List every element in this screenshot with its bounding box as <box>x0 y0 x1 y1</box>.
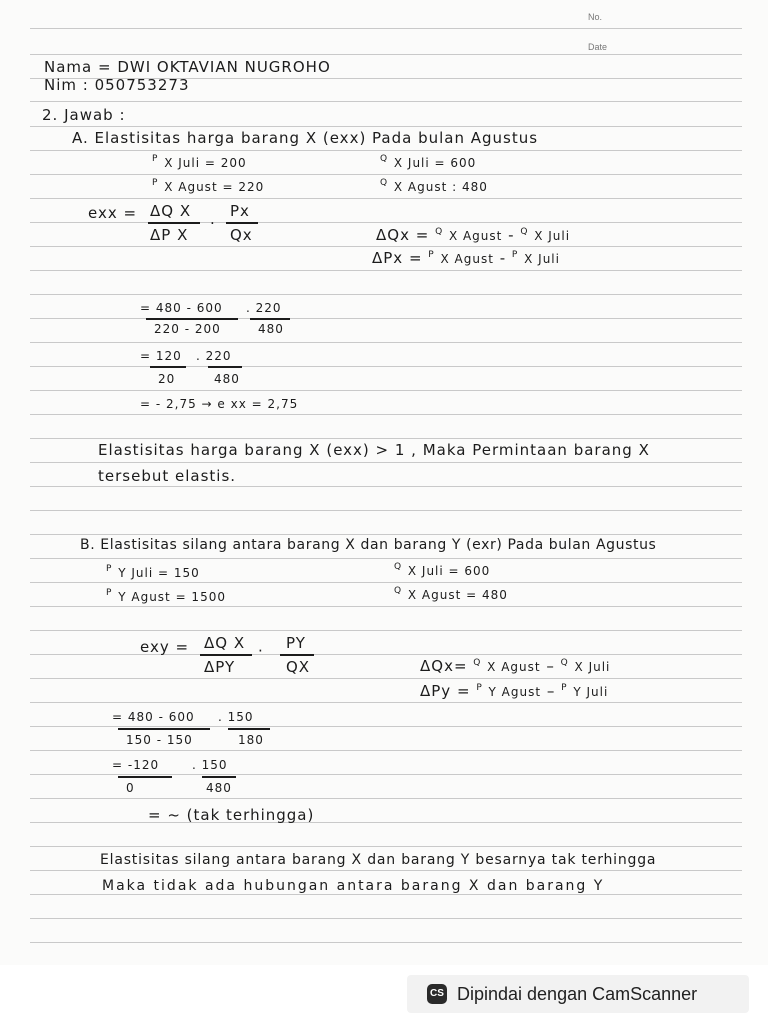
part-a-conclusion-1: Elastisitas harga barang X (exx) > 1 , Maka Permintaan barang X <box>98 441 650 459</box>
b-qx-juli: $^Q$ X Juli = 600 <box>394 562 491 578</box>
ruled-line <box>30 438 742 439</box>
delta-p-x: ΔPx = $^P$ X Agust - $^P$ X Juli <box>372 249 560 267</box>
exy-num2: PY <box>286 634 306 652</box>
exy-dot: · <box>258 642 264 660</box>
ruled-line <box>30 294 742 295</box>
ruled-line <box>30 654 742 655</box>
py-juli: $^P$ Y Juli = 150 <box>106 564 200 580</box>
ruled-line <box>30 942 742 943</box>
ruled-line <box>30 846 742 847</box>
part-b-result: = ~ (tak terhingga) <box>148 806 315 824</box>
ruled-line <box>30 222 742 223</box>
exx-num1: ΔQ X <box>150 202 192 220</box>
ruled-line <box>30 702 742 703</box>
fraction-bar <box>226 222 258 224</box>
ruled-line <box>30 101 742 102</box>
qx-juli: $^Q$ X Juli = 600 <box>380 154 477 170</box>
step2-denominator2: 480 <box>214 372 240 386</box>
student-name: Nama = DWI OKTAVIAN NUGROHO <box>44 58 331 76</box>
fraction-bar <box>208 366 242 368</box>
superscript-p: P <box>152 178 159 188</box>
exy-num1: ΔQ X <box>204 634 246 652</box>
part-b-conclusion-1: Elastisitas silang antara barang X dan barang Y besarnya tak terhingga <box>100 852 657 868</box>
step1-denominator: 220 - 200 <box>154 322 221 336</box>
ruled-line <box>30 558 742 559</box>
ruled-line <box>30 606 742 607</box>
student-nim: Nim : 050753273 <box>44 76 190 94</box>
ruled-line <box>30 246 742 247</box>
superscript-q: Q <box>380 154 389 164</box>
ruled-line <box>30 126 742 127</box>
px-juli: $^P$ X Juli = 200 <box>152 154 247 170</box>
ruled-line <box>30 486 742 487</box>
b-step2-denominator2: 480 <box>206 781 232 795</box>
ruled-line <box>30 414 742 415</box>
exy-den2: QX <box>286 658 311 676</box>
ruled-line <box>30 726 742 727</box>
exy-formula-lhs: exy = <box>140 638 190 656</box>
exy-den1: ΔPY <box>204 658 236 676</box>
ruled-line <box>30 630 742 631</box>
qx-agust: $^Q$ X Agust : 480 <box>380 178 488 194</box>
superscript-p: P <box>152 154 159 164</box>
ruled-line <box>30 270 742 271</box>
b-step1-denominator2: 180 <box>238 733 264 747</box>
ruled-line <box>30 342 742 343</box>
ruled-line <box>30 318 742 319</box>
step1-numerator2: . 220 <box>246 301 282 315</box>
b-qx-agust: $^Q$ X Agust = 480 <box>394 586 508 602</box>
camscanner-watermark <box>407 975 749 1013</box>
b-delta-p-y: ΔPy = $^P$ Y Agust – $^P$ Y Juli <box>420 682 609 700</box>
fraction-bar <box>148 222 200 224</box>
part-a-result: = - 2,75 → e xx = 2,75 <box>140 397 299 411</box>
part-b-conclusion-2: Maka tidak ada hubungan antara barang X dan barang Y <box>102 878 605 894</box>
part-a-title: A. Elastisitas harga barang X (exx) Pada bulan Agustus <box>72 129 539 147</box>
b-step1-denominator: 150 - 150 <box>126 733 193 747</box>
fraction-bar <box>228 728 270 730</box>
fraction-bar <box>200 654 252 656</box>
b-delta-q-x: ΔQx= $^Q$ X Agust – $^Q$ X Juli <box>420 657 611 675</box>
ruled-line <box>30 198 742 199</box>
b-step1-numerator2: . 150 <box>218 710 254 724</box>
fraction-bar <box>118 776 172 778</box>
exx-num2: Px <box>230 202 250 220</box>
step2-numerator: = 120 <box>140 349 182 363</box>
part-b-title: B. Elastisitas silang antara barang X dan barang Y (exr) Pada bulan Agustus <box>80 537 657 553</box>
b-step2-numerator2: . 150 <box>192 758 228 772</box>
ruled-line <box>30 918 742 919</box>
ruled-line <box>30 462 742 463</box>
delta-q-x: ΔQx = $^Q$ X Agust - $^Q$ X Juli <box>376 226 571 244</box>
fraction-bar <box>250 318 290 320</box>
exx-den2: Qx <box>230 226 253 244</box>
fraction-bar <box>146 318 238 320</box>
fraction-bar <box>118 728 210 730</box>
ruled-line <box>30 28 742 29</box>
ruled-line <box>30 750 742 751</box>
b-step1-numerator: = 480 - 600 <box>112 710 195 724</box>
no-label: No. <box>588 12 603 22</box>
part-a-conclusion-2: tersebut elastis. <box>98 467 237 485</box>
ruled-line <box>30 582 742 583</box>
watermark-text: Dipindai dengan CamScanner <box>457 984 698 1004</box>
step1-denominator2: 480 <box>258 322 284 336</box>
ruled-line <box>30 870 742 871</box>
ruled-line <box>30 822 742 823</box>
fraction-bar <box>202 776 236 778</box>
ruled-line <box>30 390 742 391</box>
ruled-line <box>30 54 742 55</box>
step2-denominator: 20 <box>158 372 176 386</box>
ruled-line <box>30 174 742 175</box>
exx-dot: . <box>210 210 216 228</box>
ruled-line <box>30 774 742 775</box>
ruled-line <box>30 894 742 895</box>
b-step2-denominator: 0 <box>126 781 135 795</box>
exx-den1: ΔP X <box>150 226 189 244</box>
ruled-line <box>30 798 742 799</box>
py-agust: $^P$ Y Agust = 1500 <box>106 588 226 604</box>
fraction-bar <box>150 366 186 368</box>
ruled-line <box>30 534 742 535</box>
ruled-line <box>30 678 742 679</box>
exx-formula-lhs: exx = <box>88 204 138 222</box>
fraction-bar <box>280 654 314 656</box>
section-number: 2. Jawab : <box>42 106 126 124</box>
date-label: Date <box>588 42 608 52</box>
camscanner-logo-icon: CS <box>427 984 447 1004</box>
ruled-line <box>30 510 742 511</box>
superscript-q: Q <box>380 178 389 188</box>
step1-numerator: = 480 - 600 <box>140 301 223 315</box>
ruled-line <box>30 366 742 367</box>
ruled-line <box>30 150 742 151</box>
px-agust: $^P$ X Agust = 220 <box>152 178 265 194</box>
b-step2-numerator: = -120 <box>112 758 160 772</box>
step2-numerator2: . 220 <box>196 349 232 363</box>
